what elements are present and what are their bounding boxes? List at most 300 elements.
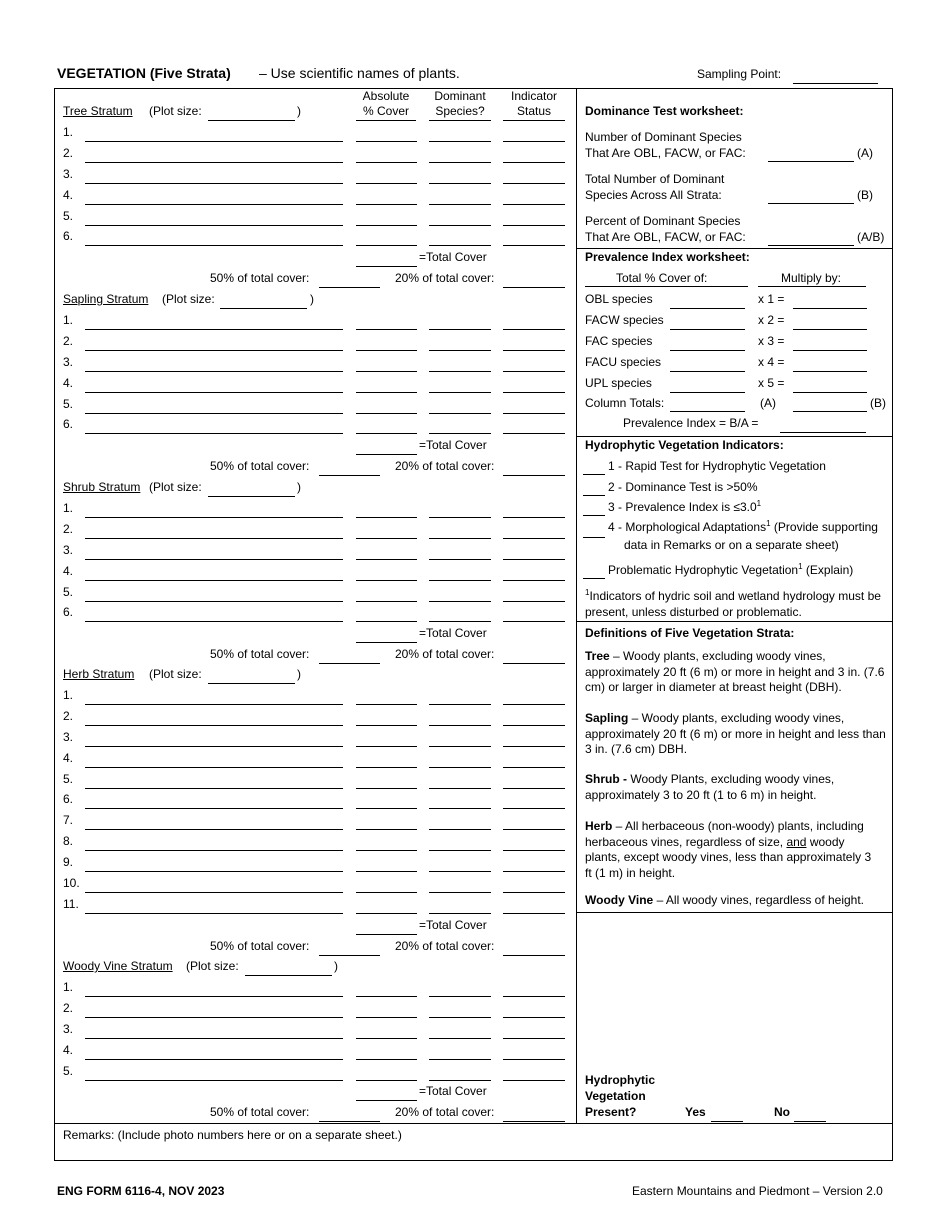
- row-number: 1.: [63, 124, 74, 139]
- dominant-species-field[interactable]: [429, 329, 491, 330]
- indicator-status-field[interactable]: [503, 225, 565, 226]
- fifty-percent-label: 50% of total cover:: [210, 1105, 310, 1120]
- plot-size-field[interactable]: [208, 683, 295, 684]
- dominant-species-field[interactable]: [429, 517, 491, 518]
- absolute-cover-field[interactable]: [356, 141, 417, 142]
- species-name-field[interactable]: [85, 392, 343, 393]
- present-no-field[interactable]: [794, 1121, 826, 1122]
- prevalence-cover-field[interactable]: [670, 392, 745, 393]
- fifty-percent-field[interactable]: [319, 287, 380, 288]
- indicator-status-field[interactable]: [503, 1038, 565, 1039]
- fifty-percent-field[interactable]: [319, 475, 380, 476]
- absolute-cover-field[interactable]: [356, 162, 417, 163]
- dominant-species-field[interactable]: [429, 850, 491, 851]
- absolute-cover-field[interactable]: [356, 413, 417, 414]
- row-number: 6.: [63, 229, 74, 244]
- twenty-percent-label: 20% of total cover:: [395, 271, 495, 286]
- absolute-cover-field[interactable]: [356, 183, 417, 184]
- hydro-footnote-line2: present, unless disturbed or problematic.: [585, 605, 802, 619]
- remarks-divider: [54, 1123, 893, 1124]
- absolute-cover-field[interactable]: [356, 913, 417, 914]
- prevalence-product-field[interactable]: [793, 392, 867, 393]
- absolute-cover-field[interactable]: [356, 350, 417, 351]
- plot-size-close: ): [297, 480, 301, 494]
- dominant-species-field[interactable]: [429, 183, 491, 184]
- dominant-species-field[interactable]: [429, 392, 491, 393]
- dominant-species-field[interactable]: [429, 996, 491, 997]
- species-name-field[interactable]: [85, 704, 343, 705]
- dominant-species-field[interactable]: [429, 350, 491, 351]
- row-number: 4.: [63, 750, 74, 765]
- species-name-field[interactable]: [85, 1017, 343, 1018]
- species-name-field[interactable]: [85, 871, 343, 872]
- plot-size-close: ): [310, 292, 314, 306]
- column-total-a-field[interactable]: [670, 411, 745, 412]
- prevalence-cover-field[interactable]: [670, 350, 745, 351]
- dominant-species-field[interactable]: [429, 538, 491, 539]
- prevalence-multiplier: x 5 =: [758, 376, 785, 390]
- absolute-cover-field[interactable]: [356, 225, 417, 226]
- indicator-status-field[interactable]: [503, 621, 565, 622]
- prevalence-col1-underline: [585, 286, 748, 287]
- prevalence-row-label: FACW species: [585, 313, 664, 327]
- hydro-item-1: 1 - Rapid Test for Hydrophytic Vegetation: [608, 459, 826, 473]
- indicator-status-field[interactable]: [503, 808, 565, 809]
- plot-size-field[interactable]: [245, 975, 332, 976]
- dominant-species-field[interactable]: [429, 788, 491, 789]
- dominant-species-field[interactable]: [429, 559, 491, 560]
- hydro-footnote-line1: $^1$Indicators of hydric soil and wetland hydrology must be: [585, 588, 881, 603]
- species-name-field[interactable]: [85, 996, 343, 997]
- absolute-cover-field[interactable]: [356, 767, 417, 768]
- col-header-underline: [356, 120, 416, 121]
- dominance-b-field[interactable]: [768, 203, 854, 204]
- plot-size-close: ): [297, 667, 301, 681]
- form-number: ENG FORM 6116-4, NOV 2023: [57, 1184, 225, 1198]
- species-name-field[interactable]: [85, 829, 343, 830]
- indicator-status-field[interactable]: [503, 183, 565, 184]
- dominant-species-field[interactable]: [429, 725, 491, 726]
- dominant-species-field[interactable]: [429, 829, 491, 830]
- absolute-cover-field[interactable]: [356, 204, 417, 205]
- dominant-species-field[interactable]: [429, 371, 491, 372]
- indicator-status-field[interactable]: [503, 559, 565, 560]
- prevalence-multiplier: x 4 =: [758, 355, 785, 369]
- row-number: 5.: [63, 208, 74, 223]
- dominant-species-field[interactable]: [429, 746, 491, 747]
- dominant-species-field[interactable]: [429, 1017, 491, 1018]
- row-number: 5.: [63, 396, 74, 411]
- species-name-field[interactable]: [85, 413, 343, 414]
- indicator-status-field[interactable]: [503, 725, 565, 726]
- absolute-cover-field[interactable]: [356, 580, 417, 581]
- prevalence-multiplier: x 1 =: [758, 292, 785, 306]
- absolute-cover-field[interactable]: [356, 601, 417, 602]
- definition-tree: Tree – Woody plants, excluding woody vines, approximately 20 ft (6 m) or more in height and 3 in. (7.6 cm) or larger in diameter at breast height (DBH).: [585, 649, 885, 694]
- absolute-cover-field[interactable]: [356, 746, 417, 747]
- prevalence-row-label: FAC species: [585, 334, 653, 348]
- dominant-species-field[interactable]: [429, 580, 491, 581]
- indicator-status-field[interactable]: [503, 350, 565, 351]
- prevalence-col2: Multiply by:: [781, 271, 842, 285]
- column-total-b-field[interactable]: [793, 411, 867, 412]
- twenty-percent-label: 20% of total cover:: [395, 459, 495, 474]
- row-number: 6.: [63, 417, 74, 432]
- total-cover-field[interactable]: [356, 454, 417, 455]
- col-header-absolute-cover: Absolute % Cover: [362, 89, 410, 118]
- dominance-ab-line1: Percent of Dominant Species: [585, 214, 741, 228]
- hydro-item-3: 3 - Prevalence Index is $\le 3.0^1$: [608, 499, 762, 514]
- absolute-cover-field[interactable]: [356, 329, 417, 330]
- prevalence-title: Prevalence Index worksheet:: [585, 250, 750, 264]
- species-name-field[interactable]: [85, 1080, 343, 1081]
- absolute-cover-field[interactable]: [356, 559, 417, 560]
- dominance-ab-line2: That Are OBL, FACW, or FAC:: [585, 230, 746, 244]
- indicator-status-field[interactable]: [503, 704, 565, 705]
- species-name-field[interactable]: [85, 350, 343, 351]
- species-name-field[interactable]: [85, 559, 343, 560]
- total-cover-label: =Total Cover: [419, 1084, 487, 1099]
- present-no-label: No: [774, 1105, 790, 1119]
- prevalence-row-label: UPL species: [585, 376, 652, 390]
- prevalence-product-field[interactable]: [793, 308, 867, 309]
- dominant-species-field[interactable]: [429, 141, 491, 142]
- dominant-species-field[interactable]: [429, 204, 491, 205]
- column-total-b-code: (B): [870, 396, 886, 410]
- prevalence-col2-underline: [758, 286, 866, 287]
- row-number: 5.: [63, 584, 74, 599]
- twenty-percent-field[interactable]: [503, 955, 565, 956]
- dominant-species-field[interactable]: [429, 413, 491, 414]
- dominance-title: Dominance Test worksheet:: [585, 104, 744, 118]
- twenty-percent-field[interactable]: [503, 287, 565, 288]
- hydro-item-problematic: Problematic Hydrophytic Vegetation$^1$ (Explain): [608, 562, 854, 577]
- row-number: 1.: [63, 979, 74, 994]
- prevalence-product-field[interactable]: [793, 371, 867, 372]
- total-cover-label: =Total Cover: [419, 917, 487, 932]
- prevalence-index-field[interactable]: [780, 432, 866, 433]
- hydro-item-2: 2 - Dominance Test is >50%: [608, 480, 758, 494]
- species-name-field[interactable]: [85, 1059, 343, 1060]
- hydro-checkbox-1[interactable]: [583, 474, 605, 475]
- dominant-species-field[interactable]: [429, 601, 491, 602]
- indicator-status-field[interactable]: [503, 580, 565, 581]
- species-name-field[interactable]: [85, 725, 343, 726]
- row-number: 1.: [63, 500, 74, 515]
- species-name-field[interactable]: [85, 580, 343, 581]
- fifty-percent-label: 50% of total cover:: [210, 459, 310, 474]
- row-number: 6.: [63, 792, 74, 807]
- row-number: 2.: [63, 1000, 74, 1015]
- species-name-field[interactable]: [85, 621, 343, 622]
- absolute-cover-field[interactable]: [356, 538, 417, 539]
- stratum-title: Sapling Stratum: [63, 292, 149, 306]
- absolute-cover-field[interactable]: [356, 829, 417, 830]
- definition-woody-vine: Woody Vine – All woody vines, regardless of height.: [585, 893, 865, 907]
- dominant-species-field[interactable]: [429, 245, 491, 246]
- stratum-title: Woody Vine Stratum: [63, 959, 173, 973]
- species-name-field[interactable]: [85, 141, 343, 142]
- indicator-status-field[interactable]: [503, 1059, 565, 1060]
- row-number: 5.: [63, 771, 74, 786]
- dominant-species-field[interactable]: [429, 808, 491, 809]
- indicator-status-field[interactable]: [503, 746, 565, 747]
- dominance-ab-code: (A/B): [857, 230, 885, 244]
- species-name-field[interactable]: [85, 788, 343, 789]
- fifty-percent-label: 50% of total cover:: [210, 938, 310, 953]
- species-name-field[interactable]: [85, 204, 343, 205]
- species-name-field[interactable]: [85, 538, 343, 539]
- absolute-cover-field[interactable]: [356, 621, 417, 622]
- total-cover-field[interactable]: [356, 934, 417, 935]
- prevalence-multiplier: x 3 =: [758, 334, 785, 348]
- dominance-a-code: (A): [857, 146, 873, 160]
- absolute-cover-field[interactable]: [356, 371, 417, 372]
- absolute-cover-field[interactable]: [356, 892, 417, 893]
- row-number: 2.: [63, 145, 74, 160]
- prevalence-cover-field[interactable]: [670, 329, 745, 330]
- row-number: 4.: [63, 1042, 74, 1057]
- definitions-title: Definitions of Five Vegetation Strata:: [585, 626, 795, 640]
- species-name-field[interactable]: [85, 850, 343, 851]
- plot-size-field[interactable]: [220, 308, 307, 309]
- row-number: 4.: [63, 563, 74, 578]
- absolute-cover-field[interactable]: [356, 392, 417, 393]
- dominance-b-line1: Total Number of Dominant: [585, 172, 725, 186]
- species-name-field[interactable]: [85, 767, 343, 768]
- species-name-field[interactable]: [85, 433, 343, 434]
- row-number: 4.: [63, 187, 74, 202]
- present-yes-field[interactable]: [711, 1121, 743, 1122]
- absolute-cover-field[interactable]: [356, 871, 417, 872]
- indicator-status-field[interactable]: [503, 538, 565, 539]
- species-name-field[interactable]: [85, 913, 343, 914]
- prevalence-multiplier: x 2 =: [758, 313, 785, 327]
- right-divider-3: [576, 621, 893, 622]
- indicator-status-field[interactable]: [503, 601, 565, 602]
- hydro-item-4-cont: data in Remarks or on a separate sheet): [624, 538, 839, 552]
- indicator-status-field[interactable]: [503, 1080, 565, 1081]
- column-divider: [576, 88, 577, 1124]
- species-name-field[interactable]: [85, 808, 343, 809]
- indicator-status-field[interactable]: [503, 392, 565, 393]
- species-name-field[interactable]: [85, 245, 343, 246]
- definition-sapling: Sapling – Woody plants, excluding woody vines, approximately 20 ft (6 m) or more in height and less than 3 in. (7.6 cm) DBH.: [585, 711, 886, 756]
- indicator-status-field[interactable]: [503, 767, 565, 768]
- indicator-status-field[interactable]: [503, 433, 565, 434]
- row-number: 3.: [63, 729, 74, 744]
- plot-size-label: (Plot size:: [186, 959, 239, 973]
- dominant-species-field[interactable]: [429, 767, 491, 768]
- prevalence-row-label: OBL species: [585, 292, 653, 306]
- row-number: 2.: [63, 333, 74, 348]
- dominant-species-field[interactable]: [429, 433, 491, 434]
- indicator-status-field[interactable]: [503, 788, 565, 789]
- plot-size-field[interactable]: [208, 496, 295, 497]
- indicator-status-field[interactable]: [503, 413, 565, 414]
- row-number: 4.: [63, 375, 74, 390]
- prevalence-cover-field[interactable]: [670, 308, 745, 309]
- dominance-a-line1: Number of Dominant Species: [585, 130, 742, 144]
- total-cover-field[interactable]: [356, 1100, 417, 1101]
- indicator-status-field[interactable]: [503, 871, 565, 872]
- absolute-cover-field[interactable]: [356, 433, 417, 434]
- species-name-field[interactable]: [85, 162, 343, 163]
- prevalence-col1: Total % Cover of:: [616, 271, 708, 285]
- twenty-percent-field[interactable]: [503, 475, 565, 476]
- plot-size-label: (Plot size:: [162, 292, 215, 306]
- row-number: 3.: [63, 166, 74, 181]
- total-cover-field[interactable]: [356, 642, 417, 643]
- dominant-species-field[interactable]: [429, 913, 491, 914]
- sampling-point-label: Sampling Point:: [697, 67, 782, 81]
- row-number: 2.: [63, 521, 74, 536]
- species-name-field[interactable]: [85, 892, 343, 893]
- form-subtitle: – Use scientific names of plants.: [259, 65, 460, 81]
- plot-size-label: (Plot size:: [149, 480, 202, 494]
- right-divider-4: [576, 912, 893, 913]
- species-name-field[interactable]: [85, 517, 343, 518]
- absolute-cover-field[interactable]: [356, 704, 417, 705]
- dominance-ab-field[interactable]: [768, 245, 854, 246]
- plot-size-label: (Plot size:: [149, 104, 202, 118]
- dominant-species-field[interactable]: [429, 621, 491, 622]
- present-line1: Hydrophytic: [585, 1073, 656, 1087]
- dominant-species-field[interactable]: [429, 225, 491, 226]
- total-cover-label: =Total Cover: [419, 626, 487, 641]
- dominant-species-field[interactable]: [429, 704, 491, 705]
- indicator-status-field[interactable]: [503, 329, 565, 330]
- indicator-status-field[interactable]: [503, 829, 565, 830]
- species-name-field[interactable]: [85, 329, 343, 330]
- indicator-status-field[interactable]: [503, 850, 565, 851]
- remarks-field[interactable]: [63, 1146, 883, 1158]
- prevalence-cover-field[interactable]: [670, 371, 745, 372]
- species-name-field[interactable]: [85, 371, 343, 372]
- sampling-point-field[interactable]: [793, 83, 878, 84]
- row-number: 5.: [63, 1063, 74, 1078]
- hydro-title: Hydrophytic Vegetation Indicators:: [585, 438, 784, 452]
- dominant-species-field[interactable]: [429, 1059, 491, 1060]
- col-header-dominant-species: Dominant Species?: [434, 89, 486, 118]
- twenty-percent-field[interactable]: [503, 663, 565, 664]
- right-divider-1: [576, 248, 893, 249]
- fifty-percent-field[interactable]: [319, 955, 380, 956]
- fifty-percent-field[interactable]: [319, 663, 380, 664]
- dominant-species-field[interactable]: [429, 1038, 491, 1039]
- indicator-status-field[interactable]: [503, 245, 565, 246]
- prevalence-product-field[interactable]: [793, 329, 867, 330]
- column-totals-label: Column Totals:: [585, 396, 665, 410]
- absolute-cover-field[interactable]: [356, 996, 417, 997]
- indicator-status-field[interactable]: [503, 162, 565, 163]
- dominance-a-field[interactable]: [768, 161, 854, 162]
- dominant-species-field[interactable]: [429, 871, 491, 872]
- fifty-percent-field[interactable]: [319, 1121, 380, 1122]
- total-cover-field[interactable]: [356, 266, 417, 267]
- row-number: 8.: [63, 834, 74, 849]
- definition-herb: Herb – All herbaceous (non-woody) plants, including herbaceous vines, regardless of size, and woody plants, except woody vines, less than approximately 3 ft (1 m) in height.: [585, 819, 872, 880]
- stratum-title: Herb Stratum: [63, 667, 135, 681]
- absolute-cover-field[interactable]: [356, 808, 417, 809]
- dominant-species-field[interactable]: [429, 892, 491, 893]
- absolute-cover-field[interactable]: [356, 788, 417, 789]
- plot-size-field[interactable]: [208, 120, 295, 121]
- fifty-percent-label: 50% of total cover:: [210, 647, 310, 662]
- present-yes-label: Yes: [685, 1105, 706, 1119]
- region-version: Eastern Mountains and Piedmont – Version 2.0: [632, 1184, 883, 1198]
- indicator-status-field[interactable]: [503, 517, 565, 518]
- species-name-field[interactable]: [85, 183, 343, 184]
- row-number: 11.: [63, 896, 79, 911]
- col-header-indicator-status: Indicator Status: [510, 89, 558, 118]
- plot-size-close: ): [334, 959, 338, 973]
- absolute-cover-field[interactable]: [356, 725, 417, 726]
- row-number: 1.: [63, 312, 74, 327]
- absolute-cover-field[interactable]: [356, 850, 417, 851]
- dominance-a-line2: That Are OBL, FACW, or FAC:: [585, 146, 746, 160]
- column-total-a-code: (A): [760, 396, 776, 410]
- total-cover-label: =Total Cover: [419, 250, 487, 265]
- hydro-checkbox-4[interactable]: [583, 537, 605, 538]
- form-title: VEGETATION (Five Strata): [57, 65, 231, 81]
- row-number: 7.: [63, 813, 74, 828]
- total-cover-label: =Total Cover: [419, 438, 487, 453]
- twenty-percent-label: 20% of total cover:: [395, 938, 495, 953]
- right-divider-2: [576, 436, 893, 437]
- absolute-cover-field[interactable]: [356, 517, 417, 518]
- present-line3: Present?: [585, 1105, 637, 1119]
- species-name-field[interactable]: [85, 601, 343, 602]
- prevalence-index-label: Prevalence Index = B/A =: [623, 416, 759, 430]
- indicator-status-field[interactable]: [503, 204, 565, 205]
- indicator-status-field[interactable]: [503, 371, 565, 372]
- indicator-status-field[interactable]: [503, 913, 565, 914]
- row-number: 2.: [63, 708, 74, 723]
- dominant-species-field[interactable]: [429, 1080, 491, 1081]
- row-number: 1.: [63, 687, 74, 702]
- plot-size-label: (Plot size:: [149, 667, 202, 681]
- stratum-title: Tree Stratum: [63, 104, 133, 118]
- absolute-cover-field[interactable]: [356, 1017, 417, 1018]
- absolute-cover-field[interactable]: [356, 1080, 417, 1081]
- hydro-checkbox-problematic[interactable]: [583, 578, 605, 579]
- indicator-status-field[interactable]: [503, 141, 565, 142]
- species-name-field[interactable]: [85, 746, 343, 747]
- absolute-cover-field[interactable]: [356, 1059, 417, 1060]
- plot-size-close: ): [297, 104, 301, 118]
- dominant-species-field[interactable]: [429, 162, 491, 163]
- prevalence-product-field[interactable]: [793, 350, 867, 351]
- stratum-title: Shrub Stratum: [63, 480, 141, 494]
- row-number: 3.: [63, 1021, 74, 1036]
- remarks-label: Remarks: (Include photo numbers here or on a separate sheet.): [63, 1128, 402, 1142]
- indicator-status-field[interactable]: [503, 1017, 565, 1018]
- twenty-percent-label: 20% of total cover:: [395, 1105, 495, 1120]
- col-header-underline: [429, 120, 491, 121]
- species-name-field[interactable]: [85, 225, 343, 226]
- twenty-percent-field[interactable]: [503, 1121, 565, 1122]
- absolute-cover-field[interactable]: [356, 1038, 417, 1039]
- indicator-status-field[interactable]: [503, 996, 565, 997]
- hydro-checkbox-2[interactable]: [583, 495, 605, 496]
- species-name-field[interactable]: [85, 1038, 343, 1039]
- absolute-cover-field[interactable]: [356, 245, 417, 246]
- twenty-percent-label: 20% of total cover:: [395, 647, 495, 662]
- hydro-checkbox-3[interactable]: [583, 515, 605, 516]
- indicator-status-field[interactable]: [503, 892, 565, 893]
- row-number: 9.: [63, 855, 74, 870]
